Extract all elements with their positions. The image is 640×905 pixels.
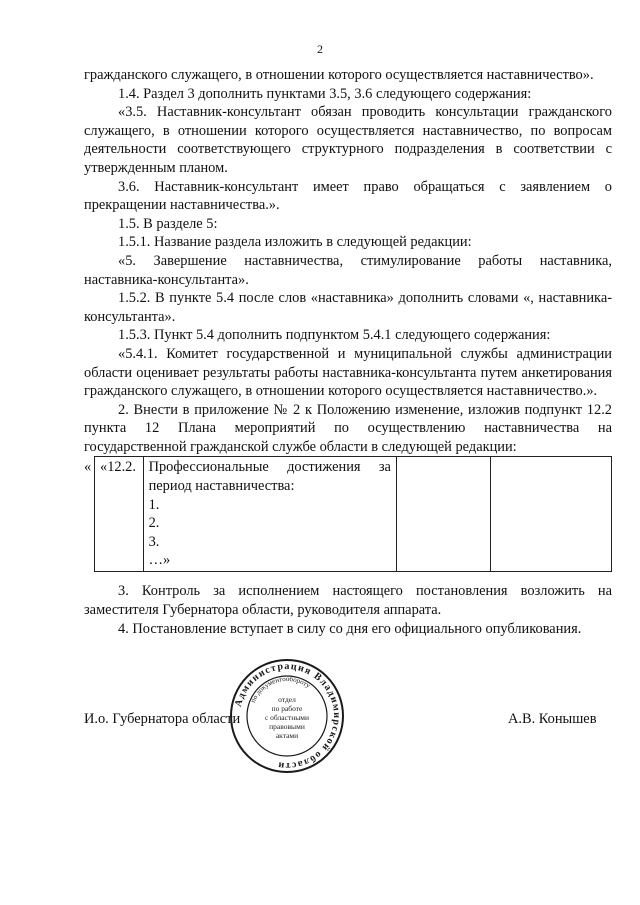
- list-item: …»: [148, 552, 171, 569]
- paragraph: 1.5.1. Название раздела изложить в следующей редакции:: [118, 234, 472, 251]
- list-item: 2.: [148, 515, 160, 532]
- stamp-inner-line: с областными: [264, 713, 310, 722]
- paragraph: гражданского служащего, в отношении которого осуществляется наставничество».: [84, 67, 594, 83]
- item-title-line: период наставничества:: [148, 478, 295, 495]
- paragraph: 1.5.2. В пункте 5.4 после слов «наставника» дополнить словами «, наставника-консультанта».: [84, 290, 612, 325]
- item-title-line: Профессиональные достижения за: [148, 459, 391, 476]
- signatory-name: А.В. Конышев: [508, 711, 597, 727]
- empty-cell: [491, 457, 612, 572]
- paragraph: 4. Постановление вступает в силу со дня его официального опубликования.: [118, 620, 582, 637]
- item-number-cell: «12.2.: [95, 457, 144, 572]
- stamp-inner-line: отдел: [278, 695, 296, 704]
- item-description-cell: [143, 457, 396, 572]
- open-quote: «: [84, 459, 92, 476]
- table-row: [95, 457, 612, 572]
- plan-table: [94, 456, 612, 572]
- stamp-arc-text: по документообороту: [248, 674, 312, 704]
- paragraph: «5. Завершение наставничества, стимулирование работы наставника, наставника-консультанта».: [84, 252, 612, 288]
- paragraph: «3.5. Наставник-консультант обязан проводить консультации гражданского служащего, в отношении которого осуществляется наставничество, по вопросам деятельности соответствующего структурного подразделения в соответствии с утвержденным планом.: [84, 104, 612, 176]
- paragraph: 1.5. В разделе 5:: [118, 215, 218, 232]
- page-number: 2: [317, 42, 323, 56]
- stamp-inner-line: актами: [275, 731, 299, 740]
- document-body: [84, 66, 612, 638]
- empty-cell: [396, 457, 490, 572]
- official-stamp: [229, 658, 345, 774]
- paragraph: 3. Контроль за исполнением настоящего постановления возложить на заместителя Губернатора области, руководителя аппарата.: [84, 583, 612, 619]
- list-item: 1.: [148, 496, 160, 513]
- paragraph: «5.4.1. Комитет государственной и муниципальной службы администрации области оценивает результаты работы наставника-консультанта путем анкетирования гражданского служащего, в отношении которого осуществляется наставничество.».: [84, 345, 612, 400]
- signatory-position: И.о. Губернатора области: [84, 711, 241, 727]
- stamp-inner-line: по работе: [271, 704, 303, 713]
- plan-table-block: [84, 456, 612, 582]
- paragraph: 1.5.3. Пункт 5.4 дополнить подпунктом 5.4.1 следующего содержания:: [118, 327, 551, 344]
- stamp-inner-line: правовыми: [269, 722, 305, 731]
- stamp-ring-text: Администрация Владимирской области: [232, 660, 343, 772]
- paragraph: 3.6. Наставник-консультант имеет право обращаться с заявлением о прекращении наставничества.».: [84, 178, 612, 214]
- list-item: 3.: [148, 533, 160, 550]
- paragraph: 1.4. Раздел 3 дополнить пунктами 3.5, 3.6 следующего содержания:: [118, 85, 532, 102]
- paragraph: 2. Внести в приложение № 2 к Положению изменение, изложив подпункт 12.2 пункта 12 Плана мероприятий по осуществлению наставничества на государственной гражданской службе области в следующей редакции:: [84, 401, 612, 455]
